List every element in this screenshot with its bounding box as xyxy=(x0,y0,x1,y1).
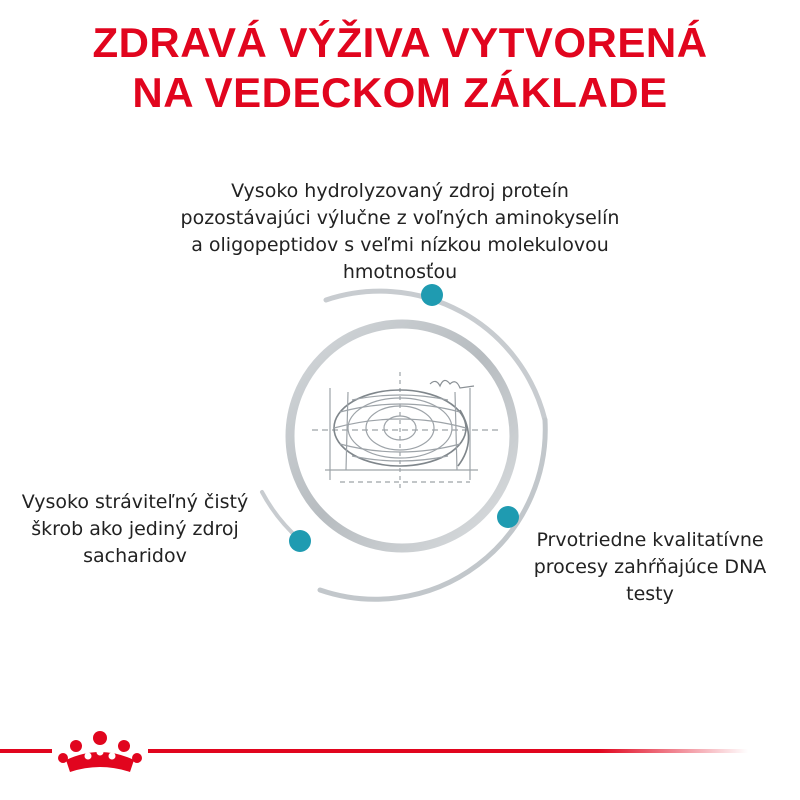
benefit-right-text: Prvotriedne kvalitatívne procesy zahŕňajúce DNA testy xyxy=(533,529,767,605)
title-line-1: ZDRAVÁ VÝŽIVA VYTVORENÁ xyxy=(92,19,708,66)
accent-dot-top xyxy=(421,284,443,306)
inner-ring xyxy=(290,324,514,548)
crown-logo-icon xyxy=(58,731,142,772)
kibble-sketch-icon xyxy=(312,372,498,490)
accent-dot-right xyxy=(497,506,519,528)
brand-line-right xyxy=(148,749,748,753)
title-line-2: NA VEDECKOM ZÁKLADE xyxy=(132,69,668,116)
brand-line-left xyxy=(0,749,52,753)
benefit-top-text: Vysoko hydrolyzovaný zdroj proteín pozostávajúci výlučne z voľných aminokyselín a oligopeptidov s veľmi nízkou molekulovou hmotnosťou xyxy=(180,180,620,283)
benefit-left-text: Vysoko stráviteľný čistý škrob ako jediný zdroj sacharidov xyxy=(21,491,249,567)
accent-dot-left xyxy=(289,530,311,552)
